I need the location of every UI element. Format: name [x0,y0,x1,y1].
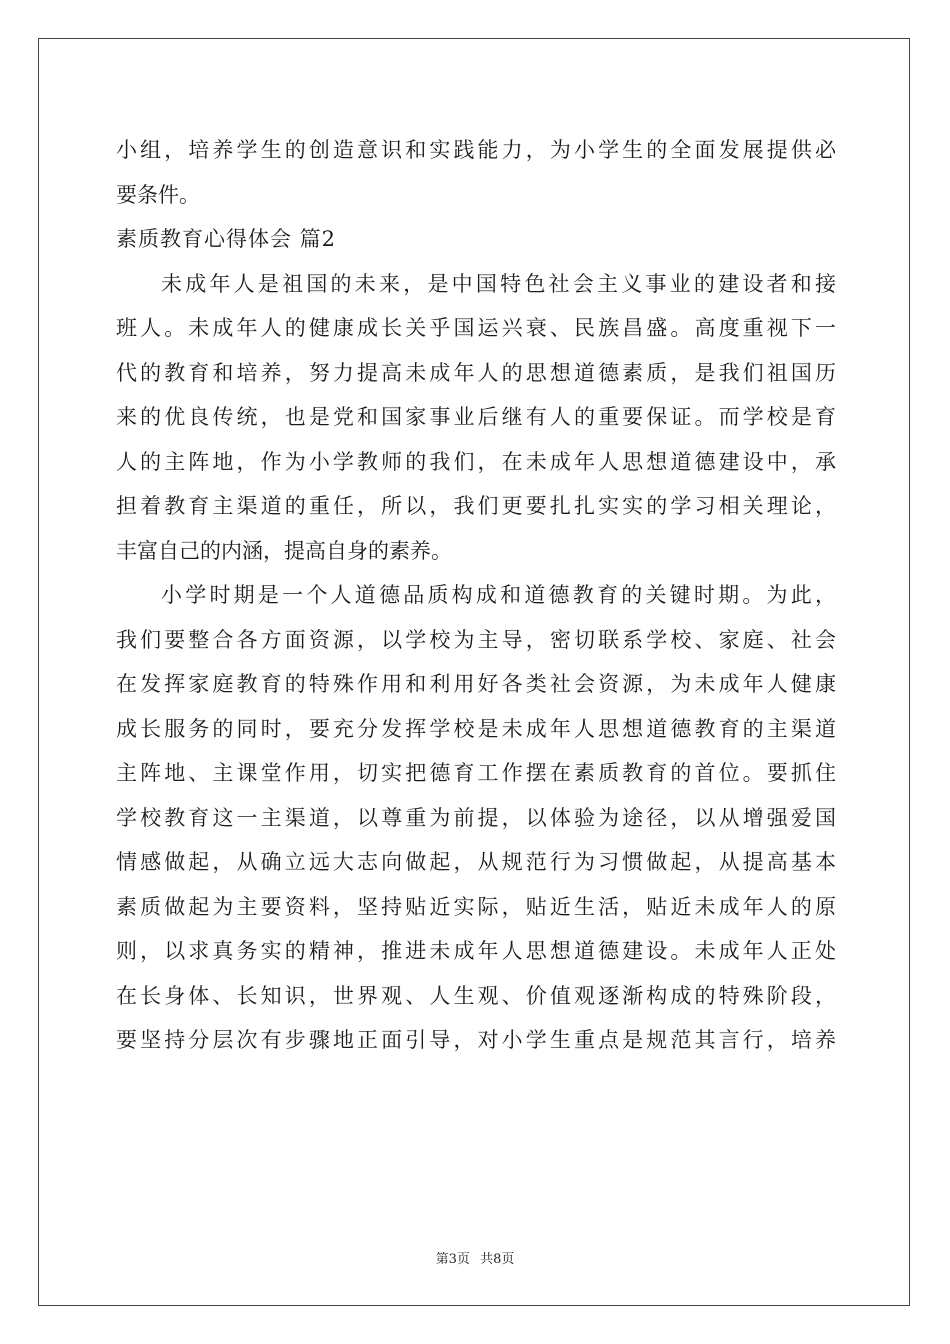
text-line: 学校教育这一主渠道，以尊重为前提，以体验为途径，以从增强爱国 [116,805,836,830]
page-footer [0,1248,950,1267]
text-line: 主阵地、主课堂作用，切实把德育工作摆在素质教育的首位。要抓住 [116,761,836,785]
text-line: 则，以求真务实的精神，推进未成年人思想道德建设。未成年人正处 [116,939,836,963]
text-line: 成长服务的同时，要充分发挥学校是未成年人思想道德教育的主渠道 [116,716,836,741]
text-line: 来的优良传统，也是党和国家事业后继有人的重要保证。而学校是育 [116,405,836,429]
text-line: 在长身体、长知识，世界观、人生观、价值观逐渐构成的特殊阶段， [116,983,836,1008]
text-line: 要条件。 [116,182,200,207]
text-line: 人的主阵地，作为小学教师的我们，在未成年人思想道德建设中，承 [116,449,836,474]
document-body [116,128,836,1063]
text-line: 丰富自己的内涵，提高自身的素养。 [116,538,452,563]
page-number-total: 共8页 [480,1252,515,1267]
text-line: 情感做起，从确立远大志向做起，从规范行为习惯做起，从提高基本 [116,850,836,874]
text-line: 在发挥家庭教育的特殊作用和利用好各类社会资源，为未成年人健康 [116,672,836,696]
text-line: 我们要整合各方面资源，以学校为主导，密切联系学校、家庭、社会 [116,627,836,652]
section-heading: 素质教育心得体会 篇2 [116,227,337,251]
page-number-current: 第3页 [435,1252,470,1267]
text-line: 素质做起为主要资料，坚持贴近实际，贴近生活，贴近未成年人的原 [116,894,836,919]
text-line: 要坚持分层次有步骤地正面引导，对小学生重点是规范其言行，培养 [116,1028,836,1052]
text-line: 小学时期是一个人道德品质构成和道德教育的关键时期。为此， [161,583,836,607]
text-line: 班人。未成年人的健康成长关乎国运兴衰、民族昌盛。高度重视下一 [116,316,836,340]
text-line: 代的教育和培养，努力提高未成年人的思想道德素质，是我们祖国历 [116,360,836,385]
text-line: 担着教育主渠道的重任，所以，我们更要扎扎实实的学习相关理论， [116,494,836,518]
text-line: 小组，培养学生的创造意识和实践能力，为小学生的全面发展提供必 [116,138,836,162]
text-line: 未成年人是祖国的未来，是中国特色社会主义事业的建设者和接 [161,271,836,296]
